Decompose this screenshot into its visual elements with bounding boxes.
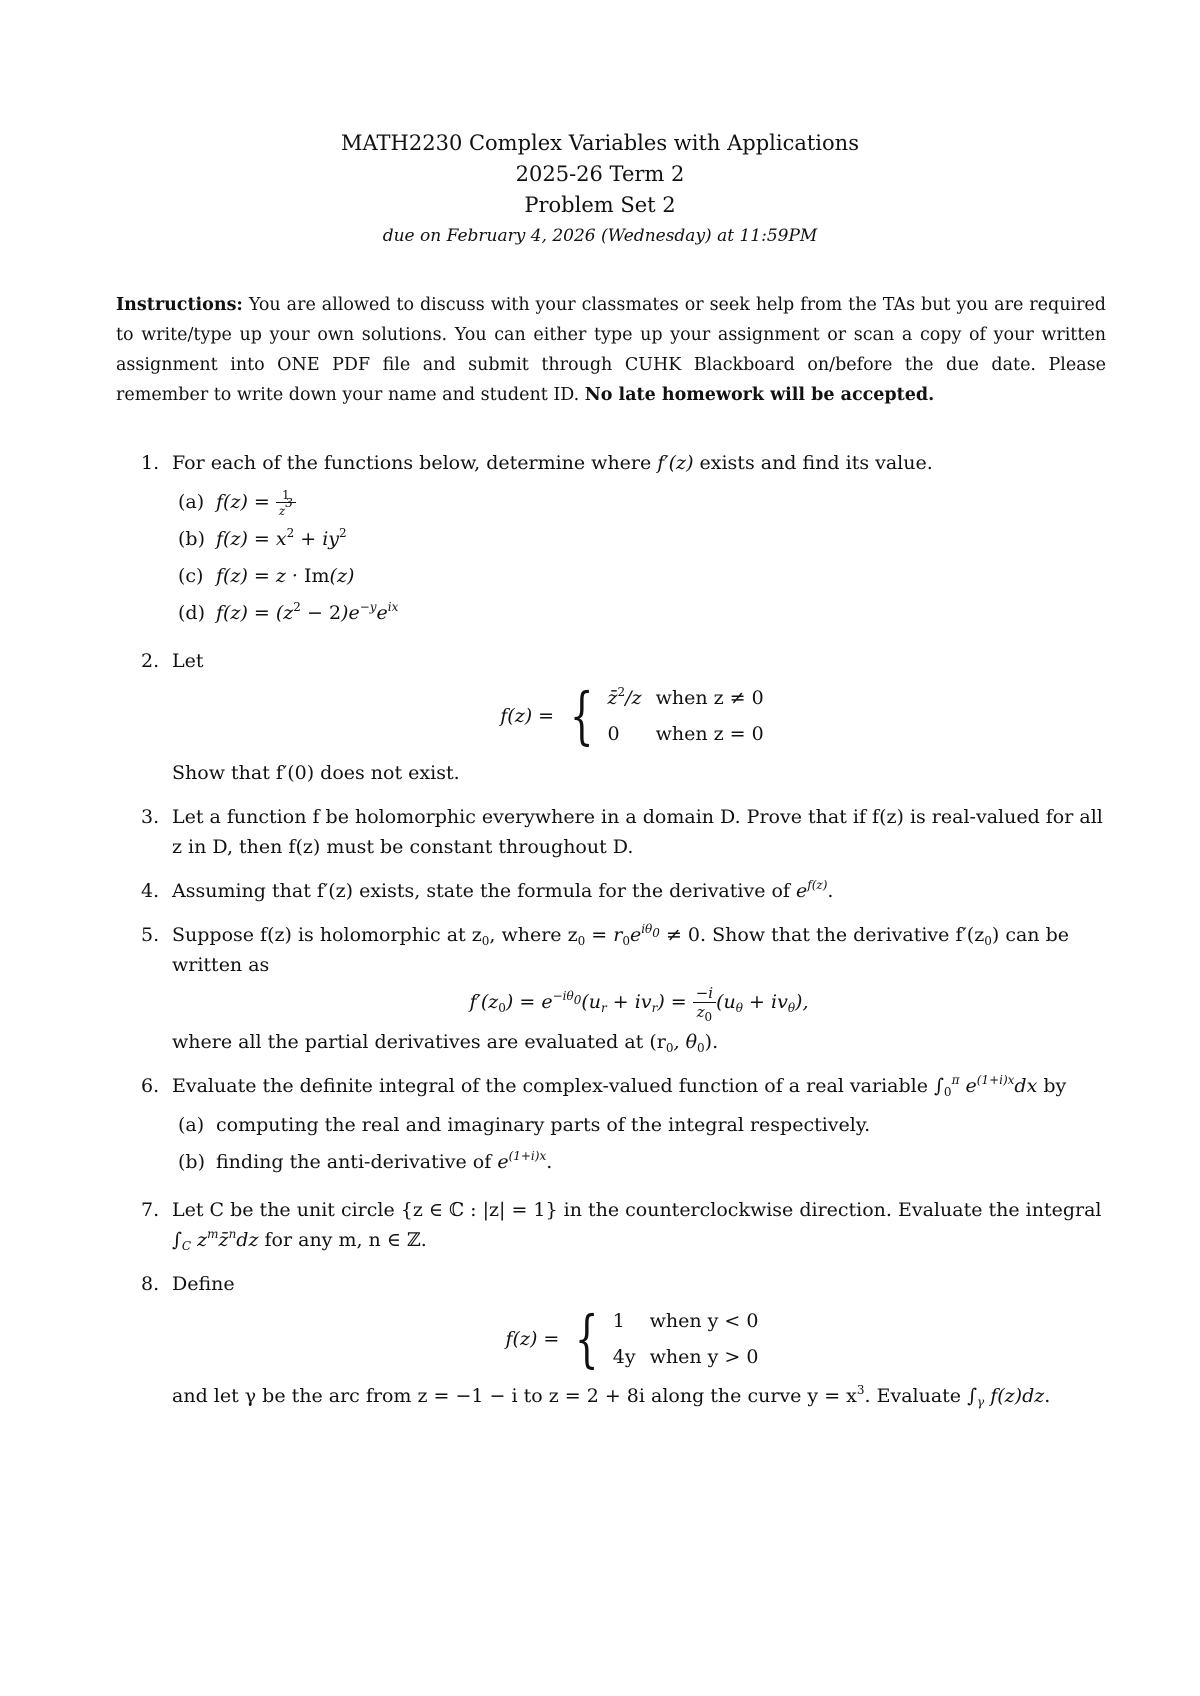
problem-8: 8. Define f(z) = { 1 when y < 0 4y when y > 0 and let γ be the arc from z = −1 − i to z = 2 + 8i along the curve $y = x^3$. Evaluate $\int_\gamma$ f(z)dz. [116,1269,1106,1411]
problem-number: 7. [141,1199,160,1221]
problem-number: 2. [141,650,160,672]
problem-number: 1. [141,452,160,474]
part-b: (b) finding the anti-derivative of $e^{(1+i)x}$. [178,1149,553,1173]
part-c: (c) f(z) = z · Im(z) [178,565,355,587]
part-a: (a) f(z) = $\frac{1}{z^3}$ [172,484,1106,521]
problem-5: 5. Suppose f(z) is holomorphic at $z_0$, where $z_0 = r_0e^{i\theta_0} \ne 0$. Show that the derivative $f'(z_0)$ can be written as $f'(z_0) = e^{-i\theta_0}(u_r + iv_r)$ = $\frac{-i}{z_0}$ $(u_\theta + iv_\theta)$, where all the partial derivatives are evaluated at ($r_0$, $\theta_0$). [116,920,1106,1057]
problem-number: 5. [141,924,160,946]
late-policy: No late homework will be accepted. [584,385,935,405]
problem-3-text: Let a function f be holomorphic everywhere in a domain D. Prove that if f(z) is real-valued for all z in D, then f(z) must be constant throughout D. [172,806,1103,858]
problem-1-parts [172,484,1106,632]
problem-4-text: Assuming that f′(z) exists, state the formula for the derivative of [172,880,796,902]
problem-number: 3. [141,806,160,828]
instructions-body: You are allowed to discuss with your classmates or seek help from the TAs but you are required to write/type up your own solutions. You can either type up your assignment or scan a copy of your written assignment into ONE PDF file and submit through CUHK Blackboard on/before the due date. Please remember to write down your name and student ID. [116,295,1106,405]
document-header [0,128,1200,251]
problem-number: 6. [141,1075,160,1097]
instructions-paragraph [116,290,1106,410]
problem-4: 4. Assuming that f′(z) exists, state the formula for the derivative of $e^{f(z)}$. [116,876,1106,906]
problem-1-text-a: For each of the functions below, determine where [172,452,658,474]
problem-2-lead: Let [172,650,204,672]
fraction: $\frac{1}{z^3}$ [276,489,296,518]
problem-1-text-b: exists and find its value. [693,452,933,474]
problem-list [116,448,1106,1425]
math-fprime: f′(z) [657,452,694,474]
due-date: due on February 4, 2026 (Wednesday) at 11:59PM [382,226,818,246]
problem-1 [116,448,1106,632]
piecewise-definition: f(z) = { z̄$^2$/z when z ≠ 0 0 when z = 0 [500,679,764,752]
problem-7: 7. Let C be the unit circle {z ∈ ℂ : |z| = 1} in the counterclockwise direction. Evaluate the integral $\int_C$ $z^mz̄^ndz$ for any m, n ∈ ℤ. [116,1195,1106,1255]
problem-set-title: Problem Set 2 [524,193,676,217]
problem-number: 4. [141,880,160,902]
part-a: (a) computing the real and imaginary parts of the integral respectively. [178,1114,871,1136]
fraction: $\frac{-i}{z_0}$ [693,984,716,1021]
polar-derivative-formula: $f'(z_0) = e^{-i\theta_0}(u_r + iv_r)$ = $\frac{-i}{z_0}$ $(u_\theta + iv_\theta)$, [469,984,809,1024]
piecewise-definition: f(z) = { 1 when y < 0 4y when y > 0 [505,1302,759,1375]
problem-number: 8. [141,1273,160,1295]
term-label: 2025-26 Term 2 [515,162,685,186]
problem-2-show: Show that f′(0) does not exist. [172,762,460,784]
problem-2 [116,646,1106,788]
problem-6: 6. Evaluate the definite integral of the complex-valued function of a real variable $\int_0^\pi$ $e^{(1+i)x}dx$ by (a) computing the real and imaginary parts of the integral respectively. (b) finding the anti-derivative of $e^{(1+i)x}$. [116,1071,1106,1181]
problem-3 [116,802,1106,862]
course-title: MATH2230 Complex Variables with Applications [341,131,859,155]
instructions-label: Instructions: [116,295,243,315]
problem-6-parts [172,1107,1106,1181]
part-b: (b) $f(z) = x^2 + iy^2$ [178,526,347,550]
part-d: (d) $f(z) = (z^2 - 2)e^{-y}e^{ix}$ [178,600,399,624]
